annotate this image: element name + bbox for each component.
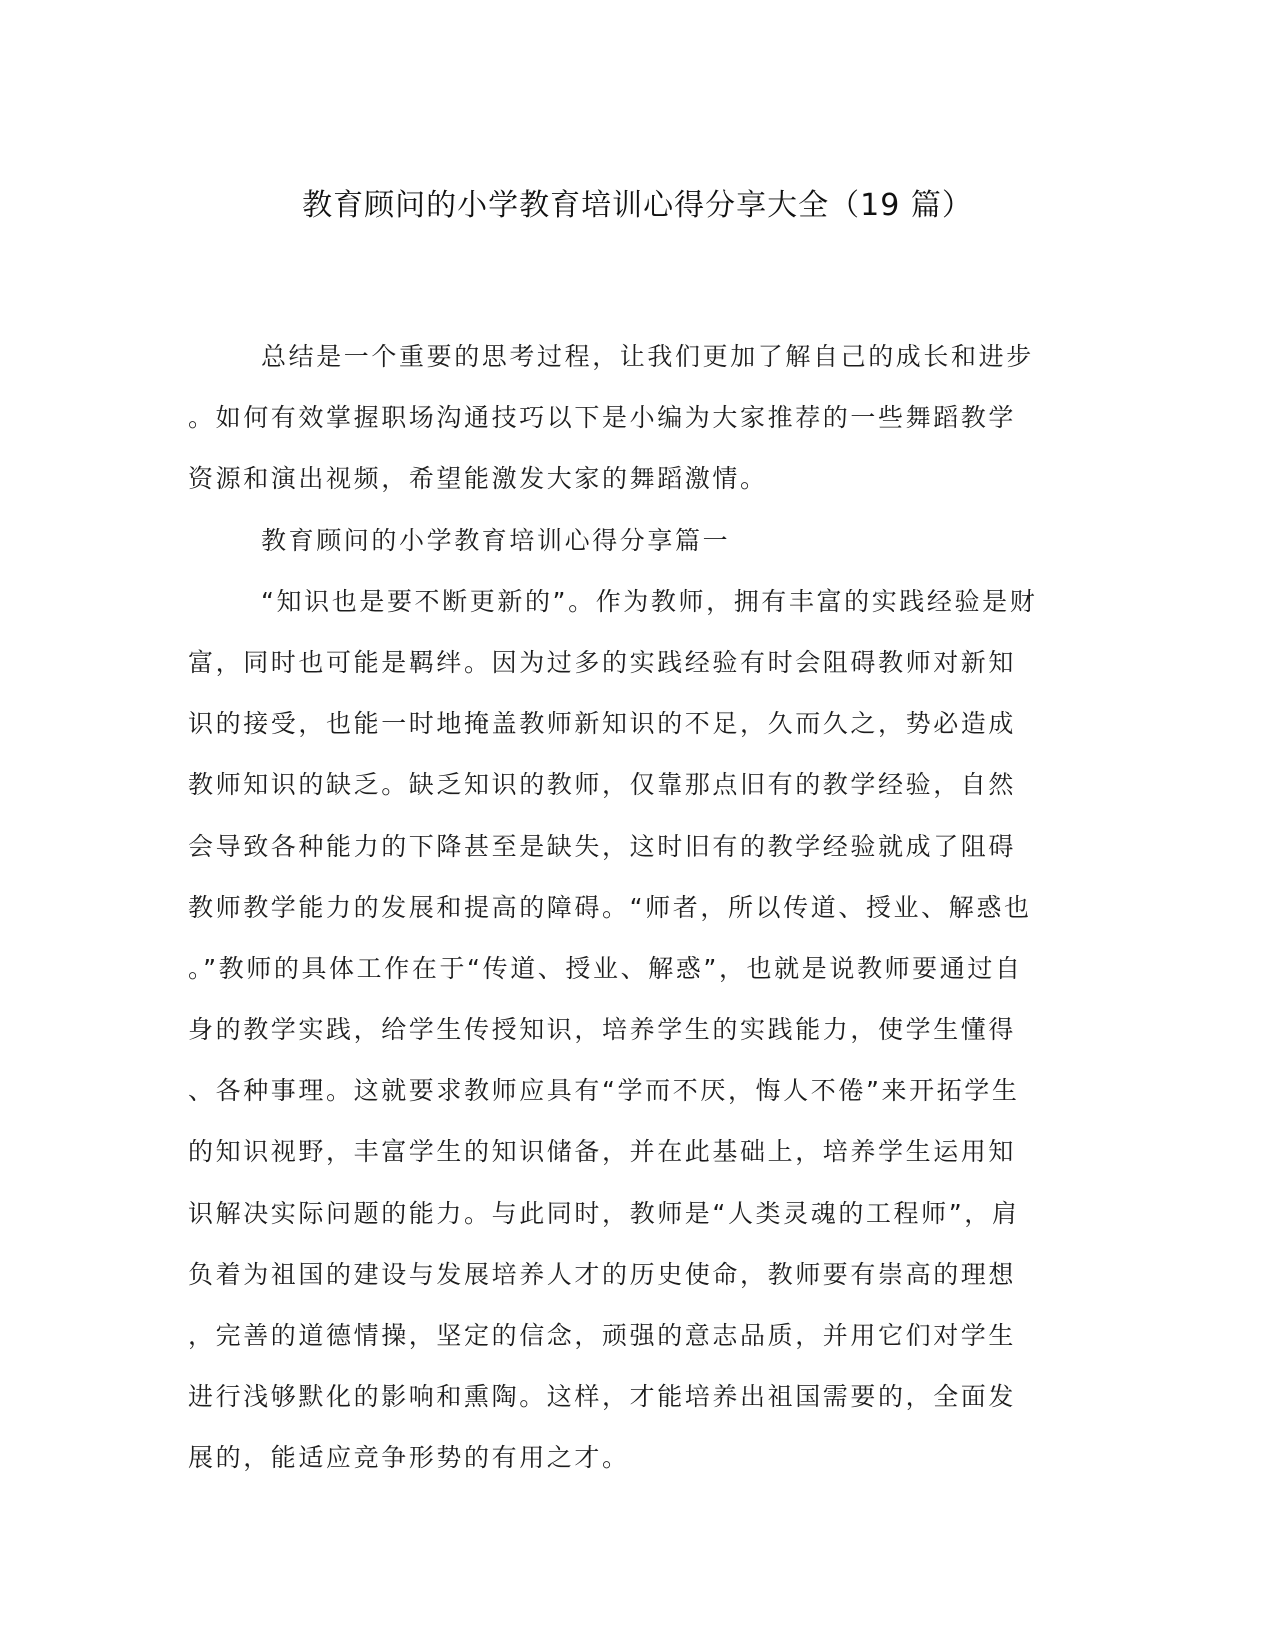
- paragraph-line: 。”教师的具体工作在于“传道、授业、解惑”，也就是说教师要通过自: [188, 953, 1023, 983]
- paragraph-line: 进行浅够默化的影响和熏陶。这样，才能培养出祖国需要的，全面发: [188, 1382, 1017, 1412]
- paragraph-line: 富，同时也可能是羁绊。因为过多的实践经验有时会阻碍教师对新知: [188, 647, 1017, 677]
- section-heading: 教育顾问的小学教育培训心得分享篇一: [261, 525, 731, 555]
- paragraph-line: 资源和演出视频，希望能激发大家的舞蹈激情。: [188, 464, 768, 494]
- paragraph-line: 总结是一个重要的思考过程，让我们更加了解自己的成长和进步: [261, 342, 1034, 371]
- paragraph-line: ，完善的道德情操，坚定的信念，顽强的意志品质，并用它们对学生: [188, 1321, 1017, 1350]
- document-body: [188, 326, 1088, 1489]
- paragraph-line: “知识也是要不断更新的”。作为教师，拥有丰富的实践经验是财: [261, 586, 1038, 616]
- paragraph-line: 识的接受，也能一时地掩盖教师新知识的不足，久而久之，势必造成: [188, 709, 1017, 739]
- paragraph-line: 展的，能适应竞争形势的有用之才。: [188, 1443, 630, 1473]
- paragraph-line: 的知识视野，丰富学生的知识储备，并在此基础上，培养学生运用知: [188, 1137, 1017, 1167]
- paragraph-line: 教师教学能力的发展和提高的障碍。“师者，所以传道、授业、解惑也: [188, 892, 1032, 922]
- paragraph-line: 、各种事理。这就要求教师应具有“学而不厌，悔人不倦”来开拓学生: [188, 1076, 1020, 1106]
- paragraph-line: 会导致各种能力的下降甚至是缺失，这时旧有的教学经验就成了阻碍: [188, 831, 1017, 861]
- paragraph-line: 。如何有效掌握职场沟通技巧以下是小编为大家推荐的一些舞蹈教学: [188, 403, 1017, 433]
- paragraph-line: 负着为祖国的建设与发展培养人才的历史使命，教师要有崇高的理想: [188, 1259, 1017, 1289]
- paragraph-line: 身的教学实践，给学生传授知识，培养学生的实践能力，使学生懂得: [188, 1015, 1017, 1045]
- document-title: 教育顾问的小学教育培训心得分享大全（19 篇）: [302, 188, 973, 223]
- paragraph-line: 识解决实际问题的能力。与此同时，教师是“人类灵魂的工程师”，肩: [188, 1198, 1020, 1228]
- paragraph-line: 教师知识的缺乏。缺乏知识的教师，仅靠那点旧有的教学经验，自然: [188, 770, 1017, 800]
